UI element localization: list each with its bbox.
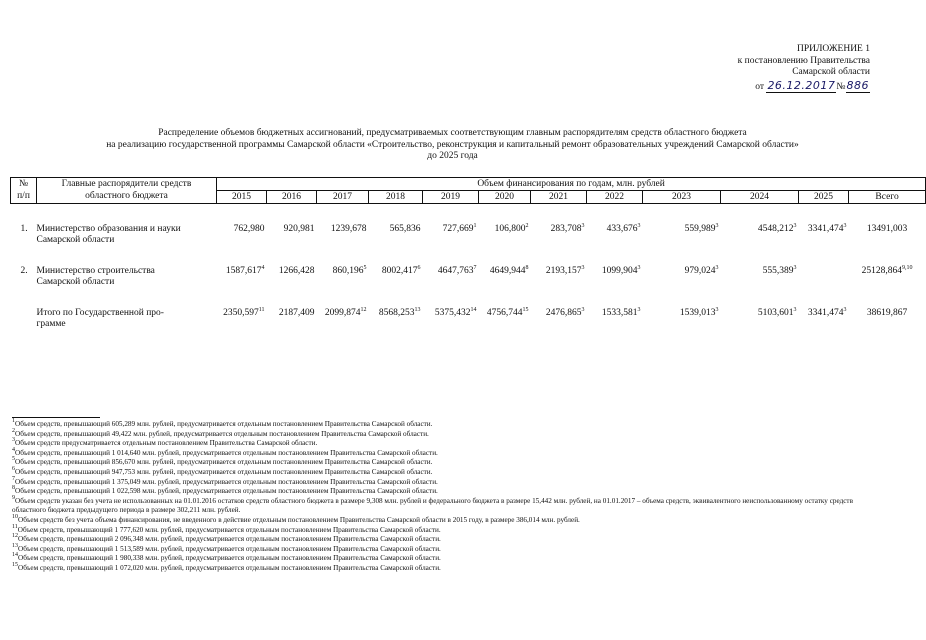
value-cell-2024	[721, 308, 799, 330]
spacer-cell	[11, 288, 926, 308]
value-cell-2024	[721, 266, 799, 288]
value: 920,981	[283, 224, 315, 234]
footnote	[12, 420, 882, 430]
footnote-ref: 3	[715, 265, 719, 271]
footnote-text: Объем средств, превышающий 605,289 млн. рублей, предусматривается отдельным постановлением Правительства Самарской области.	[15, 420, 433, 428]
value: 4756,744	[486, 308, 523, 318]
footnote	[12, 523, 882, 536]
value-cell-2018	[369, 224, 423, 246]
footnote-ref: 3	[843, 223, 847, 229]
value-cell-2017	[317, 308, 369, 330]
document-title	[30, 128, 875, 163]
value-cell-2019	[423, 266, 479, 288]
footnote	[12, 458, 882, 468]
footnote-ref: 3	[581, 265, 585, 271]
value-cell-2018	[369, 308, 423, 330]
value: 3341,474	[807, 224, 844, 234]
header-year-2017: 2017	[317, 191, 369, 204]
value-cell-2017	[317, 224, 369, 246]
footnote	[12, 465, 882, 478]
value-cell-2024	[721, 224, 799, 246]
header-row-2	[11, 191, 926, 204]
footnote-ref: 4	[261, 265, 265, 271]
footnote-mark: 6	[12, 465, 15, 472]
number-prefix: №	[836, 81, 846, 92]
footnote-text: Объем средств, превышающий 1 375,049 млн. рублей, предусматривается отдельным постановлением Правительства Самарской области.	[15, 477, 438, 486]
value-cell-2015	[217, 266, 267, 288]
footnote-ref: 13	[414, 307, 421, 313]
header-year-2019: 2019	[423, 191, 479, 204]
footnote-mark: 11	[12, 523, 18, 530]
value: 555,389	[762, 266, 794, 276]
value: 2099,874	[324, 308, 361, 318]
value: 2350,597	[223, 308, 259, 318]
footnote-mark: 4	[12, 446, 15, 453]
footnote	[12, 427, 882, 440]
value: 1099,904	[601, 266, 638, 276]
value-cell-2020	[479, 308, 531, 330]
value: 1533,581	[601, 308, 638, 318]
appendix-date-line	[660, 80, 870, 94]
header-year-2015: 2015	[217, 191, 267, 204]
handwritten-date: 26.12.2017	[767, 78, 836, 92]
value-cell-2015	[217, 224, 267, 246]
value-cell-2020	[479, 224, 531, 246]
footnote-divider	[12, 417, 100, 418]
footnote-ref: 3	[637, 223, 641, 229]
header-year-2024: 2024	[721, 191, 799, 204]
footnote-ref: 3	[715, 307, 719, 313]
appendix-header	[660, 44, 870, 93]
footnote-mark: 1	[12, 418, 15, 424]
footnote-mark: 2	[12, 427, 15, 434]
total-value: 13491,003	[866, 224, 908, 234]
footnote-ref: 6	[417, 265, 421, 271]
header-row-1	[11, 178, 926, 191]
footnote	[12, 494, 882, 516]
footnote-mark: 12	[12, 533, 18, 540]
value-cell-2025	[799, 308, 849, 330]
footnote-ref: 14	[470, 307, 477, 313]
table-body	[11, 204, 926, 331]
value: 5103,601	[757, 308, 794, 318]
value: 2193,157	[545, 266, 582, 276]
footnote-ref: 3	[581, 223, 585, 229]
footnote-ref: 7	[473, 265, 477, 271]
footnote-ref: 9,10	[902, 265, 913, 271]
row-distributor-name	[37, 266, 217, 288]
footnote-ref: 11	[258, 307, 265, 313]
value: 762,980	[233, 224, 265, 234]
header-year-2018: 2018	[369, 191, 423, 204]
total-value: 25128,864	[861, 266, 903, 276]
header-year-2021: 2021	[531, 191, 587, 204]
row-spacer	[11, 204, 926, 225]
header-year-2020: 2020	[479, 191, 531, 204]
value-cell-2023	[643, 308, 721, 330]
row-distributor-name	[37, 308, 217, 330]
footnote-mark: 7	[12, 475, 15, 482]
total-cell	[849, 224, 926, 246]
header-name-top: Главные распорядители средств	[37, 178, 217, 191]
footnote-mark: 9	[12, 494, 15, 501]
footnote	[12, 554, 882, 564]
footnote-text: Объем средств, превышающий 1 513,589 млн. рублей, предусматривается отдельным постановлением Правительства Самарской области.	[18, 544, 441, 553]
value-cell-2019	[423, 308, 479, 330]
footnote-text: Объем средств, превышающий 1 022,598 млн. рублей, предусматривается отдельным постановлением Правительства Самарской области.	[15, 487, 438, 496]
title-line-2: на реализацию государственной программы Самарской области «Строительство, реконструкция и капитальный ремонт образовательных учреждений Самарской области»	[106, 139, 799, 150]
value: 565,836	[389, 224, 421, 234]
footnote-text: Объем средств, превышающий 1 777,620 млн. рублей, предусматривается отдельным постановлением Правительства Самарской области.	[17, 525, 441, 534]
spacer-cell	[11, 246, 926, 266]
appendix-subtitle: к постановлению Правительства	[737, 55, 870, 66]
footnote-ref: 15	[522, 307, 529, 313]
footnote-mark: 14	[12, 552, 18, 559]
table-row	[11, 224, 926, 246]
footnote-text: Объем средств указан без учета не использованных на 01.01.2016 остатков средств областного бюджета в размере 9,308 млн. рублей и федерального бюджета в размере 15,442 млн. рублей, на 01.01.2017 – объема средств, эквивалентного неиспользованному остатку средств областного бюджета предыдущего периода в размере 302,211 млн. рублей.	[12, 496, 853, 515]
total-cell	[849, 308, 926, 330]
header-num-bottom: п/п	[11, 191, 37, 204]
footnote	[12, 439, 882, 449]
footnote-ref: 1	[473, 223, 477, 229]
row-spacer	[11, 246, 926, 266]
footnote-ref: 12	[360, 307, 367, 313]
header-num-top: №	[11, 178, 37, 191]
footnote-mark: 15	[12, 561, 18, 568]
distributor-name-line-1: Итого по Государственной про-	[36, 308, 164, 318]
value-cell-2022	[587, 266, 643, 288]
footnote-ref: 3	[581, 307, 585, 313]
footnote-text: Объем средств, превышающий 2 096,348 млн. рублей, предусматривается отдельным постановлением Правительства Самарской области.	[18, 535, 441, 544]
header-year-2022: 2022	[587, 191, 643, 204]
footnote-mark: 10	[12, 513, 18, 520]
title-line-1: Распределение объемов бюджетных ассигнований, предусматриваемых соответствующим главным распорядителям средств областного бюджета	[158, 128, 747, 138]
value: 8568,253	[378, 308, 415, 318]
total-cell	[849, 266, 926, 288]
footnote-mark: 13	[12, 542, 18, 549]
row-spacer	[11, 288, 926, 308]
value: 433,676	[606, 224, 638, 234]
footnote-text: Объем средств предусматривается отдельным постановлением Правительства Самарской области.	[15, 439, 318, 448]
value-cell-2015	[217, 308, 267, 330]
distributor-name-line-1: Министерство строительства	[36, 266, 155, 276]
footnotes	[12, 420, 882, 574]
value: 1266,428	[278, 266, 315, 276]
value: 4548,212	[757, 224, 794, 234]
header-year-2016: 2016	[267, 191, 317, 204]
value-cell-2022	[587, 308, 643, 330]
footnote	[12, 446, 882, 459]
value: 3341,474	[807, 308, 844, 318]
value-cell-2019	[423, 224, 479, 246]
value: 4647,763	[437, 266, 474, 276]
value: 4649,944	[489, 266, 526, 276]
value-cell-2016	[267, 266, 317, 288]
value-cell-2021	[531, 266, 587, 288]
footnote-text: Объем средств, превышающий 856,670 млн. рублей, предусматривается отдельным постановлением Правительства Самарской области.	[15, 458, 433, 467]
table-row	[11, 308, 926, 330]
value-cell-2017	[317, 266, 369, 288]
footnote-text: Объем средств, превышающий 1 980,338 млн. рублей, предусматривается отдельным постановлением Правительства Самарской области.	[18, 554, 441, 563]
value-cell-2022	[587, 224, 643, 246]
header-year-2025: 2025	[799, 191, 849, 204]
footnote	[12, 542, 882, 555]
value: 1587,617	[225, 266, 262, 276]
footnote-ref: 3	[715, 223, 719, 229]
row-distributor-name	[37, 224, 217, 246]
footnote-ref: 3	[843, 307, 847, 313]
footnote	[12, 513, 882, 526]
footnote	[12, 475, 882, 488]
value: 5375,432	[434, 308, 471, 318]
value: 559,989	[684, 224, 716, 234]
title-line-3: до 2025 года	[427, 151, 478, 161]
row-number: 2.	[20, 266, 28, 276]
footnote-ref: 8	[525, 265, 529, 271]
footnote-ref: 2	[525, 223, 529, 229]
value-cell-2021	[531, 224, 587, 246]
footnote-mark: 5	[12, 456, 15, 463]
total-value: 38619,867	[866, 308, 908, 318]
footnote-text: Объем средств, превышающий 49,422 млн. рублей, предусматривается отдельным постановлением Правительства Самарской области.	[15, 429, 429, 438]
appendix-title: ПРИЛОЖЕНИЕ 1	[796, 44, 870, 54]
distributor-name-line-1: Министерство образования и науки	[36, 224, 181, 234]
value: 106,800	[494, 224, 526, 234]
footnote-ref: 3	[793, 223, 797, 229]
value-cell-2023	[643, 266, 721, 288]
row-number: 1.	[20, 224, 28, 234]
footnote-text: Объем средств, превышающий 947,753 млн. рублей, предусматривается отдельным постановлением Правительства Самарской области.	[15, 467, 433, 476]
value: 860,196	[332, 266, 364, 276]
distributor-name-line-2: Самарской области	[36, 235, 115, 245]
footnote-ref: 3	[637, 265, 641, 271]
footnote-text: Объем средств без учета объема финансирования, не введенного в действие отдельным постановлением Правительства Самарской области в 2015 году, в размере 386,014 млн. рублей.	[18, 515, 580, 524]
footnote-text: Объем средств, превышающий 1 072,020 млн. рублей, предусматривается отдельным постановлением Правительства Самарской области.	[18, 563, 441, 572]
value-cell-2018	[369, 266, 423, 288]
value-cell-2025	[799, 266, 849, 288]
value: 8002,417	[381, 266, 418, 276]
footnote-ref: 3	[793, 265, 797, 271]
value-cell-2021	[531, 308, 587, 330]
footnote	[12, 561, 882, 574]
footnote-ref: 5	[363, 265, 367, 271]
value: 979,024	[684, 266, 716, 276]
header-year-2023: 2023	[643, 191, 721, 204]
row-number	[11, 308, 37, 330]
value: 2476,865	[545, 308, 582, 318]
handwritten-number: 886	[846, 78, 869, 92]
date-prefix: от	[755, 81, 765, 92]
appendix-region: Самарской области	[792, 67, 870, 77]
header-total: Всего	[849, 191, 926, 204]
value-cell-2025	[799, 224, 849, 246]
footnote-ref: 3	[637, 307, 641, 313]
value-cell-2023	[643, 224, 721, 246]
table-row	[11, 266, 926, 288]
distributor-name-line-2: грамме	[36, 319, 66, 329]
value-cell-2020	[479, 266, 531, 288]
footnote-text: Объем средств, превышающий 1 014,640 млн. рублей, предусматривается отдельным постановлением Правительства Самарской области.	[15, 448, 438, 457]
value-cell-2016	[267, 308, 317, 330]
header-name-bottom: областного бюджета	[37, 191, 217, 204]
footnote	[12, 535, 882, 545]
spacer-cell	[11, 204, 926, 225]
distributor-name-line-2: Самарской области	[36, 277, 115, 287]
footnote-ref: 3	[793, 307, 797, 313]
value: 727,669	[442, 224, 474, 234]
footnote	[12, 487, 882, 497]
footnote-mark: 3	[12, 437, 15, 444]
value: 1539,013	[679, 308, 716, 318]
footnote-mark: 8	[12, 485, 15, 492]
value: 2187,409	[278, 308, 315, 318]
header-funding-group: Объем финансирования по годам, млн. рублей	[217, 178, 926, 191]
value: 283,708	[550, 224, 582, 234]
value-cell-2016	[267, 224, 317, 246]
value: 1239,678	[330, 224, 367, 234]
budget-table	[10, 177, 926, 330]
